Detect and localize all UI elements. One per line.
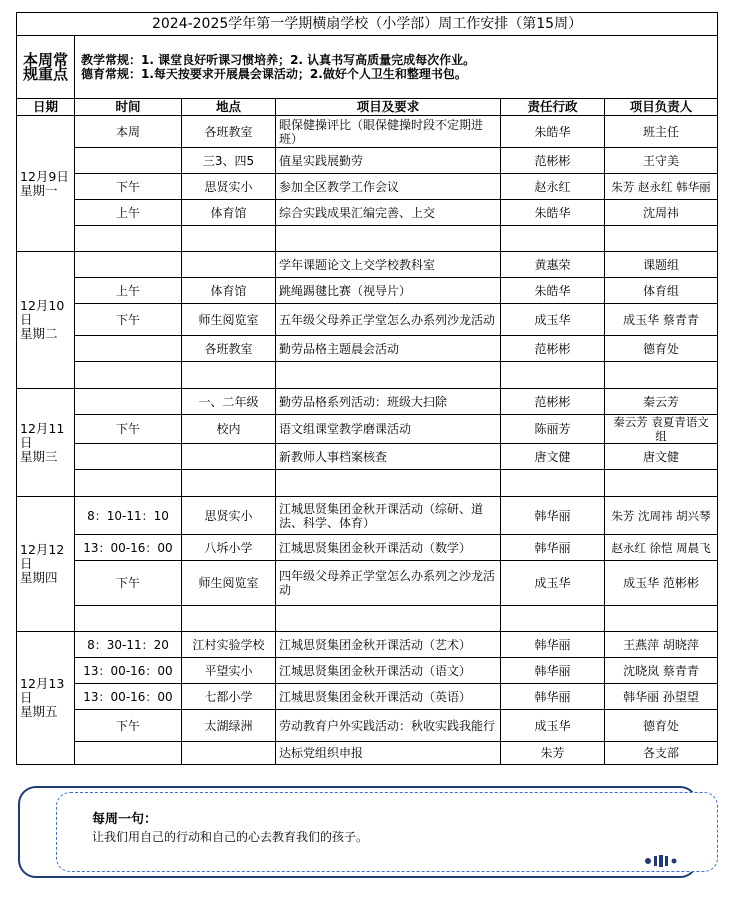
- place-cell: [182, 226, 276, 252]
- place-cell: 思贤实小: [182, 174, 276, 200]
- time-cell: 13：00-16：00: [75, 535, 182, 561]
- time-cell: [75, 444, 182, 470]
- weekly-quote-box: [12, 782, 724, 888]
- owner-cell: 唐文健: [605, 444, 718, 470]
- item-cell: 学年课题论文上交学校教科室: [276, 252, 501, 278]
- admin-cell: 韩华丽: [501, 497, 605, 535]
- item-cell: 江城思贤集团金秋开课活动（语文）: [276, 658, 501, 684]
- item-cell: [276, 606, 501, 632]
- table-row: [17, 658, 718, 684]
- item-cell: 新教师人事档案核查: [276, 444, 501, 470]
- item-cell: 四年级父母养正学堂怎么办系列之沙龙活动: [276, 561, 501, 606]
- time-cell: 上午: [75, 278, 182, 304]
- place-cell: 七都小学: [182, 684, 276, 710]
- admin-cell: 唐文健: [501, 444, 605, 470]
- table-row: [17, 535, 718, 561]
- admin-cell: [501, 226, 605, 252]
- admin-cell: 成玉华: [501, 304, 605, 336]
- place-cell: 校内: [182, 415, 276, 444]
- owner-cell: 朱芳 沈周祎 胡兴琴: [605, 497, 718, 535]
- owner-cell: 德育处: [605, 710, 718, 742]
- table-row: [17, 116, 718, 148]
- page-title: 2024-2025学年第一学期横扇学校（小学部）周工作安排（第15周）: [17, 13, 718, 36]
- owner-cell: 王燕萍 胡晓萍: [605, 632, 718, 658]
- place-cell: [182, 444, 276, 470]
- table-row: [17, 497, 718, 535]
- admin-cell: 朱皓华: [501, 278, 605, 304]
- weekday-text: 星期一: [20, 182, 58, 198]
- item-cell: 劳动教育户外实践活动：秋收实践我能行: [276, 710, 501, 742]
- admin-cell: 范彬彬: [501, 336, 605, 362]
- place-cell: 各班教室: [182, 336, 276, 362]
- table-row: [17, 684, 718, 710]
- place-cell: 各班教室: [182, 116, 276, 148]
- item-cell: 江城思贤集团金秋开课活动（英语）: [276, 684, 501, 710]
- owner-cell: [605, 226, 718, 252]
- time-cell: 8：10-11：10: [75, 497, 182, 535]
- item-cell: 五年级父母养正学堂怎么办系列沙龙活动: [276, 304, 501, 336]
- item-cell: 达标党组织申报: [276, 742, 501, 765]
- admin-cell: [501, 470, 605, 497]
- owner-cell: 韩华丽 孙望望: [605, 684, 718, 710]
- item-cell: 跳绳踢毽比赛（视导片）: [276, 278, 501, 304]
- time-cell: 13：00-16：00: [75, 658, 182, 684]
- item-cell: [276, 470, 501, 497]
- header-date: 日期: [17, 99, 75, 116]
- place-cell: 八坼小学: [182, 535, 276, 561]
- time-cell: [75, 606, 182, 632]
- table-row: [17, 444, 718, 470]
- admin-cell: 范彬彬: [501, 389, 605, 415]
- table-row: [17, 226, 718, 252]
- time-cell: 本周: [75, 116, 182, 148]
- owner-cell: [605, 362, 718, 389]
- schedule-body: [17, 116, 718, 765]
- item-cell: 勤劳品格主题晨会活动: [276, 336, 501, 362]
- weekday-text: 星期四: [20, 570, 58, 585]
- table-row: [17, 632, 718, 658]
- table-row: [17, 278, 718, 304]
- weekday-text: 星期三: [20, 448, 58, 464]
- item-cell: 江城思贤集团金秋开课活动（数学）: [276, 535, 501, 561]
- item-cell: [276, 226, 501, 252]
- place-cell: 平望实小: [182, 658, 276, 684]
- admin-cell: 韩华丽: [501, 684, 605, 710]
- owner-cell: 朱芳 赵永红 韩华丽: [605, 174, 718, 200]
- place-cell: 太湖绿洲: [182, 710, 276, 742]
- owner-cell: 秦云芳: [605, 389, 718, 415]
- table-row: [17, 200, 718, 226]
- owner-cell: 德育处: [605, 336, 718, 362]
- admin-cell: 韩华丽: [501, 535, 605, 561]
- date-text: 12月12日: [20, 542, 65, 571]
- header-owner: 项目负责人: [605, 99, 718, 116]
- place-cell: 体育馆: [182, 278, 276, 304]
- decorative-dots-icon: [642, 852, 682, 868]
- item-cell: 值星实践展勤劳: [276, 148, 501, 174]
- teaching-routine: 教学常规：1. 课堂良好听课习惯培养；2. 认真书写高质量完成每次作业。: [81, 53, 476, 67]
- admin-cell: [501, 362, 605, 389]
- date-cell: [17, 497, 75, 632]
- item-cell: 眼保健操评比（眼保健操时段不定期进班）: [276, 116, 501, 148]
- owner-cell: 成玉华 蔡青青: [605, 304, 718, 336]
- admin-cell: 朱芳: [501, 742, 605, 765]
- weekday-text: 星期五: [20, 704, 58, 719]
- place-cell: [182, 362, 276, 389]
- table-row: [17, 252, 718, 278]
- owner-cell: 成玉华 范彬彬: [605, 561, 718, 606]
- place-cell: 思贤实小: [182, 497, 276, 535]
- header-item: 项目及要求: [276, 99, 501, 116]
- time-cell: [75, 148, 182, 174]
- item-cell: 语文组课堂教学磨课活动: [276, 415, 501, 444]
- time-cell: 下午: [75, 710, 182, 742]
- admin-cell: 黄惠荣: [501, 252, 605, 278]
- owner-cell: 课题组: [605, 252, 718, 278]
- quote-text: 让我们用自己的行动和自己的心去教育我们的孩子。: [92, 830, 369, 844]
- place-cell: 一、二年级: [182, 389, 276, 415]
- focus-label-line1: 本周常: [22, 51, 68, 69]
- header-admin: 责任行政: [501, 99, 605, 116]
- time-cell: 8：30-11：20: [75, 632, 182, 658]
- owner-cell: 各支部: [605, 742, 718, 765]
- admin-cell: 韩华丽: [501, 658, 605, 684]
- place-cell: 师生阅览室: [182, 304, 276, 336]
- time-cell: 下午: [75, 415, 182, 444]
- admin-cell: 陈丽芳: [501, 415, 605, 444]
- time-cell: 13：00-16：00: [75, 684, 182, 710]
- item-cell: 综合实践成果汇编完善、上交: [276, 200, 501, 226]
- time-cell: [75, 470, 182, 497]
- owner-cell: [605, 606, 718, 632]
- date-text: 12月10日: [20, 298, 65, 327]
- time-cell: [75, 336, 182, 362]
- moral-routine: 德育常规：1.每天按要求开展晨会课活动；2.做好个人卫生和整理书包。: [81, 67, 467, 81]
- owner-cell: 体育组: [605, 278, 718, 304]
- table-row: [17, 174, 718, 200]
- owner-cell: 王守美: [605, 148, 718, 174]
- time-cell: [75, 226, 182, 252]
- time-cell: [75, 389, 182, 415]
- weekly-schedule-table: [16, 12, 718, 765]
- date-text: 12月13日: [20, 676, 65, 705]
- admin-cell: 范彬彬: [501, 148, 605, 174]
- focus-label: [17, 36, 75, 99]
- place-cell: 江村实验学校: [182, 632, 276, 658]
- admin-cell: 成玉华: [501, 561, 605, 606]
- item-cell: 江城思贤集团金秋开课活动（艺术）: [276, 632, 501, 658]
- place-cell: [182, 742, 276, 765]
- place-cell: 师生阅览室: [182, 561, 276, 606]
- date-cell: [17, 632, 75, 765]
- date-text: 12月11日: [20, 420, 65, 450]
- table-row: [17, 470, 718, 497]
- admin-cell: 朱皓华: [501, 116, 605, 148]
- owner-cell: 秦云芳 袁夏青语文组: [605, 415, 718, 444]
- table-row: [17, 710, 718, 742]
- time-cell: 上午: [75, 200, 182, 226]
- item-cell: 参加全区教学工作会议: [276, 174, 501, 200]
- owner-cell: [605, 470, 718, 497]
- owner-cell: 沈晓岚 蔡青青: [605, 658, 718, 684]
- admin-cell: 成玉华: [501, 710, 605, 742]
- place-cell: [182, 470, 276, 497]
- table-row: [17, 389, 718, 415]
- owner-cell: 班主任: [605, 116, 718, 148]
- weekday-text: 星期二: [20, 326, 58, 341]
- table-row: [17, 415, 718, 444]
- time-cell: [75, 252, 182, 278]
- table-row: [17, 336, 718, 362]
- table-row: [17, 304, 718, 336]
- place-cell: [182, 252, 276, 278]
- header-place: 地点: [182, 99, 276, 116]
- admin-cell: [501, 606, 605, 632]
- admin-cell: 赵永红: [501, 174, 605, 200]
- time-cell: 下午: [75, 561, 182, 606]
- table-row: [17, 362, 718, 389]
- item-cell: [276, 362, 501, 389]
- place-cell: 体育馆: [182, 200, 276, 226]
- quote-title: 每周一句：: [92, 812, 158, 827]
- item-cell: 勤劳品格系列活动：班级大扫除: [276, 389, 501, 415]
- admin-cell: 朱皓华: [501, 200, 605, 226]
- date-cell: [17, 116, 75, 252]
- time-cell: [75, 362, 182, 389]
- admin-cell: 韩华丽: [501, 632, 605, 658]
- header-time: 时间: [75, 99, 182, 116]
- place-cell: [182, 606, 276, 632]
- date-cell: [17, 389, 75, 497]
- time-cell: 下午: [75, 174, 182, 200]
- owner-cell: 赵永红 徐恺 周晨飞: [605, 535, 718, 561]
- focus-label-line2: 规重点: [22, 65, 68, 83]
- time-cell: [75, 742, 182, 765]
- date-text: 12月9日: [20, 168, 69, 184]
- time-cell: 下午: [75, 304, 182, 336]
- focus-content: [75, 36, 718, 99]
- date-cell: [17, 252, 75, 389]
- table-row: [17, 606, 718, 632]
- item-cell: 江城思贤集团金秋开课活动（综研、道法、科学、体育）: [276, 497, 501, 535]
- table-row: [17, 561, 718, 606]
- owner-cell: 沈周祎: [605, 200, 718, 226]
- place-cell: 三3、四5: [182, 148, 276, 174]
- table-row: [17, 742, 718, 765]
- table-row: [17, 148, 718, 174]
